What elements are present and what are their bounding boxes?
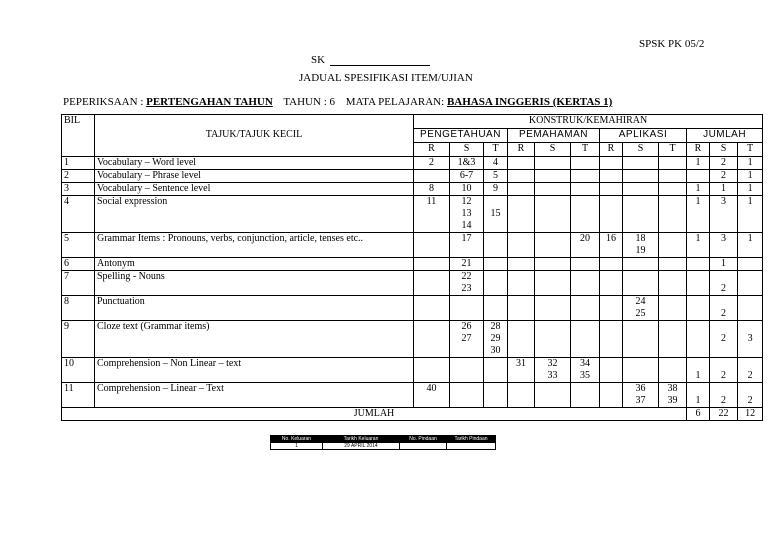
- row-cell: 11: [414, 196, 450, 233]
- subheader-r: R: [414, 143, 450, 157]
- row-cell: [535, 233, 571, 258]
- row-cell: 2: [710, 296, 738, 321]
- row-cell: [535, 383, 571, 408]
- row-cell: 1: [738, 170, 763, 183]
- row-cell: 31: [508, 358, 535, 383]
- row-cell: [508, 383, 535, 408]
- row-topic: Antonym: [95, 258, 414, 271]
- table-row: [62, 157, 763, 170]
- row-cell: 10: [450, 183, 484, 196]
- row-cell: [450, 296, 484, 321]
- row-cell: [687, 271, 710, 296]
- subheader-s: S: [535, 143, 571, 157]
- row-cell: [600, 157, 623, 170]
- row-cell: [535, 196, 571, 233]
- row-cell: 2: [710, 157, 738, 170]
- table-row: [62, 358, 763, 383]
- row-cell: [414, 170, 450, 183]
- row-cell: [600, 258, 623, 271]
- row-bil: 4: [62, 196, 95, 233]
- row-bil: 8: [62, 296, 95, 321]
- row-cell: 6-7: [450, 170, 484, 183]
- row-cell: 1: [687, 196, 710, 233]
- row-cell: [571, 196, 600, 233]
- row-cell: 1: [738, 196, 763, 233]
- row-cell: 26 27: [450, 321, 484, 358]
- row-topic: Spelling - Nouns: [95, 271, 414, 296]
- row-cell: 20: [571, 233, 600, 258]
- row-topic: Vocabulary – Phrase level: [95, 170, 414, 183]
- row-cell: [535, 258, 571, 271]
- row-cell: [508, 321, 535, 358]
- row-cell: 9: [484, 183, 508, 196]
- row-cell: 1: [738, 233, 763, 258]
- row-cell: [659, 358, 687, 383]
- row-cell: 40: [414, 383, 450, 408]
- row-bil: 1: [62, 157, 95, 170]
- row-cell: [508, 271, 535, 296]
- subheader-s: S: [710, 143, 738, 157]
- row-cell: [687, 296, 710, 321]
- col-bil-header: BIL: [62, 115, 95, 129]
- row-cell: [623, 183, 659, 196]
- row-cell: [600, 321, 623, 358]
- row-cell: 36 37: [623, 383, 659, 408]
- total-value: 6: [687, 408, 710, 421]
- table-row: [62, 196, 763, 233]
- subject-value: BAHASA INGGERIS (KERTAS 1): [446, 96, 613, 108]
- row-cell: [659, 170, 687, 183]
- year-label: TAHUN : 6: [283, 96, 335, 108]
- row-cell: [600, 196, 623, 233]
- subheader-t: T: [659, 143, 687, 157]
- row-cell: [623, 321, 659, 358]
- group-jumlah: JUMLAH: [687, 129, 763, 143]
- row-cell: [484, 271, 508, 296]
- row-cell: 2: [710, 271, 738, 296]
- row-cell: [659, 321, 687, 358]
- row-topic: Vocabulary – Sentence level: [95, 183, 414, 196]
- row-topic: Grammar Items : Pronouns, verbs, conjunction, article, tenses etc..: [95, 233, 414, 258]
- construct-header: KONSTRUK/KEMAHIRAN: [414, 115, 763, 129]
- col-topic-header: TAJUK/TAJUK KECIL: [95, 129, 414, 143]
- row-cell: [623, 196, 659, 233]
- group-pemahaman: PEMAHAMAN: [508, 129, 600, 143]
- row-cell: [738, 271, 763, 296]
- row-topic: Punctuation: [95, 296, 414, 321]
- exam-label: PEPERIKSAAN :: [63, 96, 144, 108]
- row-cell: [571, 296, 600, 321]
- row-cell: 38 39: [659, 383, 687, 408]
- row-cell: 2: [738, 383, 763, 408]
- row-cell: 34 35: [571, 358, 600, 383]
- row-cell: [600, 271, 623, 296]
- total-value: 12: [738, 408, 763, 421]
- row-cell: [571, 383, 600, 408]
- row-cell: [535, 183, 571, 196]
- row-topic: Social expression: [95, 196, 414, 233]
- document-code: SPSK PK 05/2: [639, 38, 705, 50]
- footer-header-amend-no: No. Pindaan: [400, 436, 447, 443]
- table-row: [62, 296, 763, 321]
- footer-amend-no: [400, 443, 447, 450]
- table-row: [62, 183, 763, 196]
- row-cell: 1: [738, 157, 763, 170]
- table-row: [62, 258, 763, 271]
- table-row: [62, 321, 763, 358]
- row-cell: 2: [710, 170, 738, 183]
- row-topic: Comprehension – Linear – Text: [95, 383, 414, 408]
- row-cell: 3: [710, 233, 738, 258]
- row-cell: 1: [687, 157, 710, 170]
- row-cell: 3: [710, 196, 738, 233]
- row-bil: 5: [62, 233, 95, 258]
- row-cell: [687, 170, 710, 183]
- row-cell: [508, 170, 535, 183]
- row-cell: [571, 183, 600, 196]
- row-cell: 12 13 14: [450, 196, 484, 233]
- table-row: [62, 170, 763, 183]
- sk-blank-line: [330, 65, 430, 66]
- row-cell: [508, 183, 535, 196]
- row-cell: [600, 183, 623, 196]
- row-bil: 2: [62, 170, 95, 183]
- row-cell: 16: [600, 233, 623, 258]
- row-cell: [535, 321, 571, 358]
- row-cell: 5: [484, 170, 508, 183]
- table-row: [62, 271, 763, 296]
- row-cell: [600, 296, 623, 321]
- subheader-s: S: [623, 143, 659, 157]
- row-cell: 24 25: [623, 296, 659, 321]
- row-bil: 9: [62, 321, 95, 358]
- subheader-r: R: [600, 143, 623, 157]
- row-bil: 7: [62, 271, 95, 296]
- row-cell: [659, 233, 687, 258]
- row-cell: [659, 296, 687, 321]
- row-cell: 2: [414, 157, 450, 170]
- row-cell: [414, 233, 450, 258]
- row-cell: [508, 157, 535, 170]
- row-cell: 1: [687, 358, 710, 383]
- row-cell: [687, 258, 710, 271]
- row-cell: 2: [710, 358, 738, 383]
- footer-header-issue-date: Tarikh Keluaran: [323, 436, 400, 443]
- subheader-t: T: [738, 143, 763, 157]
- subheader-r: R: [508, 143, 535, 157]
- row-cell: 28 29 30: [484, 321, 508, 358]
- row-cell: [414, 296, 450, 321]
- group-aplikasi: APLIKASI: [600, 129, 687, 143]
- footer-header-amend-date: Tarikh Pindaan: [447, 436, 496, 443]
- footer-amend-date: [447, 443, 496, 450]
- row-cell: [484, 296, 508, 321]
- specification-table: [61, 114, 763, 421]
- row-cell: [659, 157, 687, 170]
- row-cell: [535, 296, 571, 321]
- sk-label: SK: [311, 54, 326, 66]
- row-cell: [600, 358, 623, 383]
- row-cell: [484, 358, 508, 383]
- row-cell: 1: [738, 183, 763, 196]
- row-cell: 3: [738, 321, 763, 358]
- table-row: [62, 233, 763, 258]
- footer-issue-no: 1: [271, 443, 323, 450]
- document-title: JADUAL SPESIFIKASI ITEM/UJIAN: [299, 72, 473, 84]
- row-bil: 6: [62, 258, 95, 271]
- subheader-s: S: [450, 143, 484, 157]
- row-cell: [535, 271, 571, 296]
- row-cell: [738, 296, 763, 321]
- row-cell: [508, 196, 535, 233]
- row-bil: 10: [62, 358, 95, 383]
- row-cell: [484, 233, 508, 258]
- subheader-r: R: [687, 143, 710, 157]
- row-cell: 32 33: [535, 358, 571, 383]
- row-cell: 8: [414, 183, 450, 196]
- row-cell: [623, 271, 659, 296]
- total-row: [62, 408, 763, 421]
- row-cell: 1&3: [450, 157, 484, 170]
- row-topic: Cloze text (Grammar items): [95, 321, 414, 358]
- row-cell: [535, 170, 571, 183]
- row-cell: 2: [710, 383, 738, 408]
- row-cell: 18 19: [623, 233, 659, 258]
- exam-header: [63, 96, 612, 108]
- row-cell: [571, 271, 600, 296]
- row-cell: 1: [687, 183, 710, 196]
- table-row: [62, 383, 763, 408]
- revision-footer: [270, 435, 496, 450]
- row-cell: 1: [710, 183, 738, 196]
- row-cell: [508, 258, 535, 271]
- row-cell: [623, 358, 659, 383]
- row-cell: [414, 358, 450, 383]
- row-cell: 4: [484, 157, 508, 170]
- row-cell: [738, 258, 763, 271]
- row-cell: 17: [450, 233, 484, 258]
- subheader-t: T: [484, 143, 508, 157]
- row-cell: 15: [484, 196, 508, 233]
- row-cell: [571, 258, 600, 271]
- row-cell: [535, 157, 571, 170]
- row-cell: [659, 258, 687, 271]
- row-bil: 11: [62, 383, 95, 408]
- row-cell: 1: [687, 233, 710, 258]
- total-label: JUMLAH: [62, 408, 687, 421]
- row-cell: 22 23: [450, 271, 484, 296]
- row-cell: 1: [710, 258, 738, 271]
- row-cell: 2: [710, 321, 738, 358]
- row-cell: [508, 296, 535, 321]
- total-value: 22: [710, 408, 738, 421]
- row-cell: [484, 383, 508, 408]
- row-cell: [600, 383, 623, 408]
- row-cell: [571, 157, 600, 170]
- row-cell: [571, 321, 600, 358]
- footer-issue-date: 29 APRIL 2014: [323, 443, 400, 450]
- row-cell: 2: [738, 358, 763, 383]
- row-bil: 3: [62, 183, 95, 196]
- subject-label: MATA PELAJARAN:: [345, 96, 445, 108]
- row-cell: 21: [450, 258, 484, 271]
- row-cell: [414, 258, 450, 271]
- group-pengetahuan: PENGETAHUAN: [414, 129, 508, 143]
- row-cell: [623, 157, 659, 170]
- row-topic: Vocabulary – Word level: [95, 157, 414, 170]
- row-cell: [600, 170, 623, 183]
- row-cell: [508, 233, 535, 258]
- row-cell: [687, 321, 710, 358]
- row-cell: [623, 170, 659, 183]
- row-cell: [659, 271, 687, 296]
- subheader-t: T: [571, 143, 600, 157]
- footer-header-issue-no: No. Keluaran: [271, 436, 323, 443]
- row-cell: [659, 183, 687, 196]
- row-cell: [659, 196, 687, 233]
- row-cell: 1: [687, 383, 710, 408]
- row-cell: [414, 271, 450, 296]
- row-cell: [484, 258, 508, 271]
- exam-value: PERTENGAHAN TAHUN: [146, 96, 273, 108]
- row-cell: [450, 358, 484, 383]
- row-cell: [623, 258, 659, 271]
- row-cell: [414, 321, 450, 358]
- row-topic: Comprehension – Non Linear – text: [95, 358, 414, 383]
- row-cell: [450, 383, 484, 408]
- row-cell: [571, 170, 600, 183]
